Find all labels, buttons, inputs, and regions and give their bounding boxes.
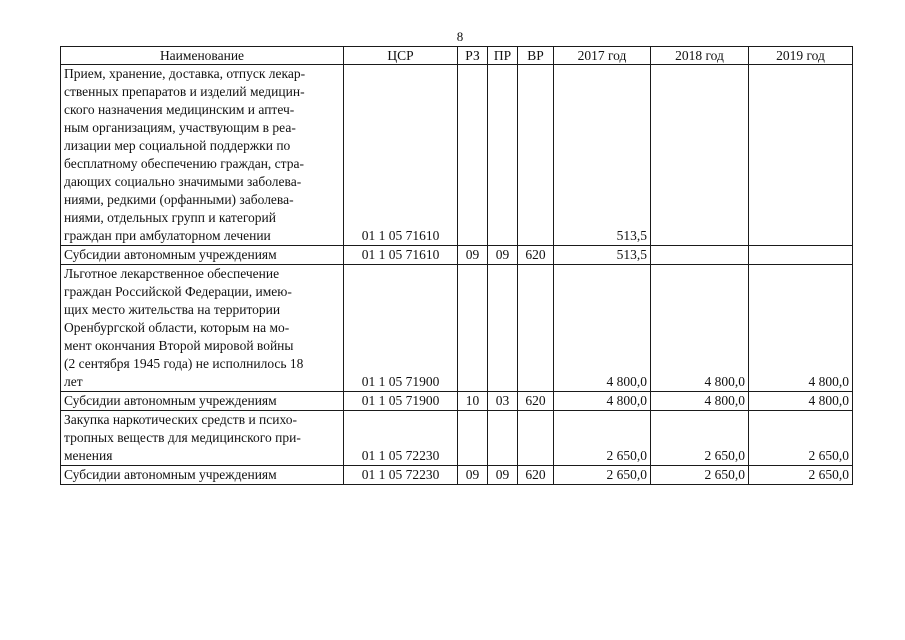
cell-rz: 09 — [458, 246, 488, 265]
table-row — [61, 392, 853, 411]
cell-csr: 01 1 05 71900 — [344, 392, 458, 411]
name-line: Оренбургской области, которым на мо- — [64, 320, 290, 335]
name-line: Субсидии автономным учреждениям — [64, 393, 277, 408]
cell-pr — [488, 265, 518, 392]
cell-2017: 4 800,0 — [554, 392, 651, 411]
table-row — [61, 65, 853, 246]
table-row — [61, 246, 853, 265]
name-line: лет — [64, 374, 83, 389]
header-name: Наименование — [61, 47, 344, 65]
cell-vr: 620 — [518, 466, 554, 485]
cell-csr: 01 1 05 71900 — [344, 265, 458, 392]
cell-pr: 03 — [488, 392, 518, 411]
name-line: Субсидии автономным учреждениям — [64, 247, 277, 262]
header-rz: РЗ — [458, 47, 488, 65]
name-line: щих место жительства на территории — [64, 302, 281, 317]
cell-rz: 10 — [458, 392, 488, 411]
cell-rz — [458, 265, 488, 392]
cell-name — [61, 466, 344, 485]
cell-2017: 513,5 — [554, 246, 651, 265]
cell-name — [61, 65, 344, 246]
name-line: (2 сентября 1945 года) не исполнилось 18 — [64, 356, 304, 371]
name-line: Закупка наркотических средств и психо- — [64, 412, 297, 427]
cell-csr: 01 1 05 71610 — [344, 65, 458, 246]
cell-pr: 09 — [488, 246, 518, 265]
cell-csr: 01 1 05 72230 — [344, 466, 458, 485]
header-2018: 2018 год — [651, 47, 749, 65]
cell-pr: 09 — [488, 466, 518, 485]
cell-name — [61, 392, 344, 411]
cell-2018 — [651, 65, 749, 246]
cell-rz — [458, 411, 488, 466]
cell-pr — [488, 65, 518, 246]
header-vr: ВР — [518, 47, 554, 65]
budget-table — [60, 46, 853, 485]
cell-name — [61, 246, 344, 265]
cell-2019: 4 800,0 — [749, 265, 853, 392]
cell-vr — [518, 265, 554, 392]
cell-vr — [518, 65, 554, 246]
name-line: Льготное лекарственное обеспечение — [64, 266, 280, 281]
cell-2019: 2 650,0 — [749, 411, 853, 466]
name-line: Субсидии автономным учреждениям — [64, 467, 277, 482]
cell-name — [61, 411, 344, 466]
cell-vr: 620 — [518, 246, 554, 265]
cell-vr: 620 — [518, 392, 554, 411]
cell-2018: 2 650,0 — [651, 411, 749, 466]
page-number: 8 — [456, 29, 464, 44]
cell-2019 — [749, 65, 853, 246]
cell-2018: 4 800,0 — [651, 265, 749, 392]
name-line: Прием, хранение, доставка, отпуск лекар- — [64, 66, 306, 81]
table-row — [61, 466, 853, 485]
cell-name — [61, 265, 344, 392]
name-line: граждан при амбулаторном лечении — [64, 228, 271, 243]
cell-rz: 09 — [458, 466, 488, 485]
header-pr: ПР — [488, 47, 518, 65]
cell-pr — [488, 411, 518, 466]
cell-2017: 2 650,0 — [554, 411, 651, 466]
name-line: ниями, отдельных групп и категорий — [64, 210, 276, 225]
cell-2018 — [651, 246, 749, 265]
name-line: тропных веществ для медицинского при- — [64, 430, 301, 445]
name-line: лизации мер социальной поддержки по — [64, 138, 291, 153]
table-row — [61, 411, 853, 466]
cell-csr: 01 1 05 72230 — [344, 411, 458, 466]
table-body — [61, 65, 853, 485]
cell-vr — [518, 411, 554, 466]
name-line: дающих социально значимыми заболева- — [64, 174, 302, 189]
name-line: бесплатному обеспечению граждан, стра- — [64, 156, 304, 171]
name-line: менения — [64, 448, 113, 463]
cell-2018: 2 650,0 — [651, 466, 749, 485]
cell-2017: 513,5 — [554, 65, 651, 246]
cell-2018: 4 800,0 — [651, 392, 749, 411]
header-2017: 2017 год — [554, 47, 651, 65]
cell-2017: 4 800,0 — [554, 265, 651, 392]
header-2019: 2019 год — [749, 47, 853, 65]
cell-csr: 01 1 05 71610 — [344, 246, 458, 265]
name-line: ным организациям, участвующим в реа- — [64, 120, 296, 135]
name-line: ственных препаратов и изделий медицин- — [64, 84, 305, 99]
header-csr: ЦСР — [344, 47, 458, 65]
table-header-row — [61, 47, 853, 65]
cell-2019: 4 800,0 — [749, 392, 853, 411]
table-row — [61, 265, 853, 392]
cell-2019: 2 650,0 — [749, 466, 853, 485]
name-line: ниями, редкими (орфанными) заболева- — [64, 192, 294, 207]
cell-2017: 2 650,0 — [554, 466, 651, 485]
cell-rz — [458, 65, 488, 246]
name-line: мент окончания Второй мировой войны — [64, 338, 294, 353]
name-line: ского назначения медицинским и аптеч- — [64, 102, 295, 117]
name-line: граждан Российской Федерации, имею- — [64, 284, 292, 299]
cell-2019 — [749, 246, 853, 265]
